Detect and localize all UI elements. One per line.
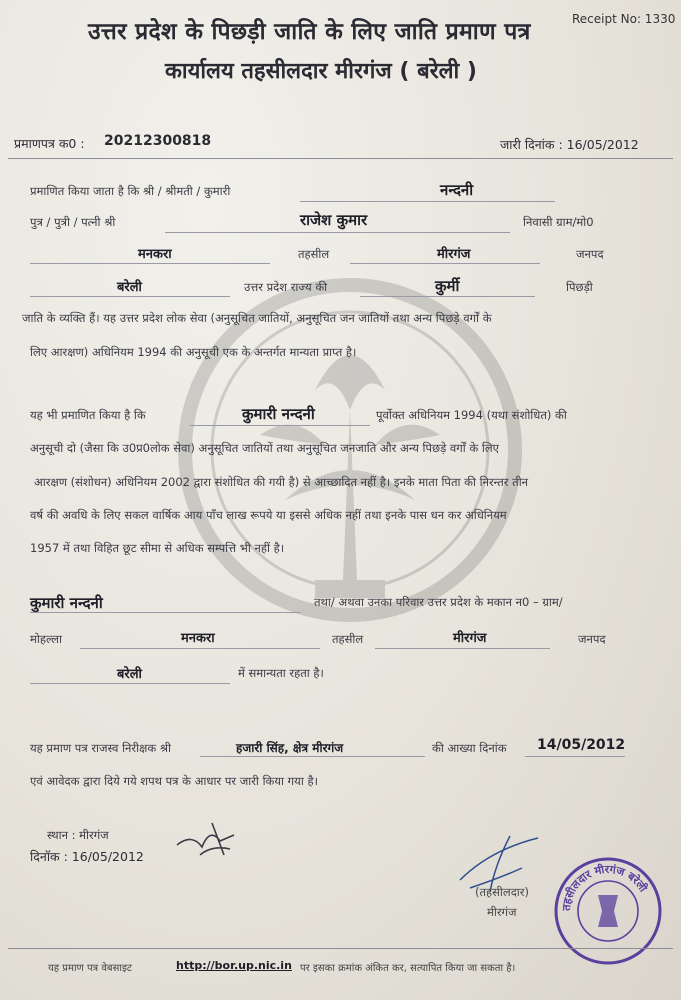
block3-after-name: तथा/ अथवा उनका परिवार उत्तर प्रदेश के मकान न0 – ग्राम/ — [314, 595, 563, 609]
verify-note: पर इसका क्रमांक अंकित कर, सत्यापित किया जा सकता है। — [300, 963, 516, 974]
underline — [30, 296, 230, 297]
underline — [30, 263, 270, 264]
relation-label: पुत्र / पुत्री / पत्नी श्री — [30, 215, 116, 229]
sign-date: दिनॉक : 16/05/2012 — [30, 849, 144, 864]
inspector-label: यह प्रमाण पत्र राजस्व निरीक्षक श्री — [30, 741, 171, 755]
cert-number: 20212300818 — [104, 133, 212, 149]
district-name: बरेली — [117, 280, 142, 295]
block3-district-label: जनपद — [578, 632, 606, 646]
father-name: राजेश कुमार — [300, 211, 368, 229]
officer-place: मीरगंज — [487, 905, 517, 919]
block3-village: मनकरा — [181, 631, 215, 646]
tehsil-name: मीरगंज — [437, 247, 471, 262]
issue-date: जारी दिनांक : 16/05/2012 — [500, 137, 639, 152]
site-label: यह प्रमाण पत्र वेबसाइट — [48, 963, 132, 974]
block3-tehsil-label: तहसील — [332, 632, 364, 646]
block2-intro: यह भी प्रमाणित किया है कि — [30, 408, 146, 422]
district-label: जनपद — [576, 247, 604, 261]
seal-text: तहसीलदार मीरगंज बरेली — [559, 862, 650, 912]
block3-name: कुमारी नन्दनी — [30, 594, 103, 612]
receipt-number: Receipt No: 1330 — [572, 12, 676, 26]
left-signature — [172, 815, 262, 865]
affidavit-line: एवं आवेदक द्वारा दिये गये शपथ पत्र के आधार पर जारी किया गया है। — [30, 774, 318, 788]
underline — [30, 683, 230, 684]
backward-label: पिछड़ी — [566, 280, 593, 294]
underline — [300, 201, 555, 202]
header-divider — [8, 158, 673, 159]
village-name: मनकरा — [138, 247, 172, 262]
underline — [190, 425, 370, 426]
resident-label: निवासी ग्राम/मो0 — [523, 215, 594, 229]
report-date: 14/05/2012 — [537, 737, 626, 753]
block2-name: कुमारी नन्दनी — [242, 405, 315, 423]
cert-number-label: प्रमाणपत्र क0 : — [14, 136, 85, 151]
tehsil-label: तहसील — [298, 247, 330, 261]
block2-line5: 1957 में तथा विहित छूट सीमा से अधिक सम्पत्ति भी नहीं है। — [30, 541, 285, 555]
state-label: उत्तर प्रदेश राज्य की — [244, 280, 328, 294]
officer-designation: (तहसीलदार) — [475, 885, 529, 899]
reside-text: में समान्यता रहता है। — [238, 666, 324, 680]
verify-link[interactable]: http://bor.up.nic.in — [176, 959, 292, 972]
block2-line4: वर्ष की अवधि के लिए सकल वार्षिक आय पाँच लाख रूपये या इससे अधिक नहीं तथा इनके पास धन कर अधिनियम — [30, 508, 507, 522]
para1-line2: लिए आरक्षण) अधिनियम 1994 की अनुसूची एक के अन्तर्गत मान्यता प्राप्त है। — [30, 345, 357, 359]
block2-line3: आरक्षण (संशोधन) अधिनियम 2002 द्वारा संशोधित की गयी है) से आच्छादित नहीं है। इनके माता पिता की निरन्तर तीन — [34, 475, 529, 489]
office-title: कार्यालय तहसीलदार मीरगंज ( बरेली ) — [165, 59, 477, 84]
underline — [360, 296, 535, 297]
certify-label: प्रमाणित किया जाता है कि श्री / श्रीमती / कुमारी — [30, 184, 231, 198]
applicant-name: नन्दनी — [440, 181, 474, 199]
underline — [375, 648, 550, 649]
underline — [200, 756, 425, 757]
block3-district: बरेली — [117, 667, 142, 682]
underline — [525, 756, 625, 757]
certificate-title: उत्तर प्रदेश के पिछड़ी जाति के लिए जाति प्रमाण पत्र — [88, 19, 531, 45]
block2-after-name: पूर्वोक्त अधिनियम 1994 (यथा संशोधित) की — [376, 408, 567, 422]
footer-divider — [8, 948, 673, 949]
underline — [350, 263, 540, 264]
caste-name: कुर्मी — [435, 277, 460, 295]
mohalla-label: मोहल्ला — [30, 632, 62, 646]
official-seal — [552, 855, 664, 967]
underline — [80, 648, 320, 649]
para1-line1: जाति के व्यक्ति हैं। यह उत्तर प्रदेश लोक सेवा (अनुसूचित जातियों, अनुसूचित जन जातियों तथा अन्य पिछड़े वर्गों के — [22, 311, 492, 325]
block2-line2: अनुसूची दो (जैसा कि उ0प्र0लोक सेवा) अनुसूचित जातियों तथा अनुसूचित जनजाति और अन्य पिछड़े वर्गों के लिए — [30, 441, 500, 455]
underline — [30, 612, 300, 613]
underline — [165, 232, 510, 233]
report-date-label: की आख्या दिनांक — [432, 741, 507, 755]
place: स्थान : मीरगंज — [47, 828, 109, 842]
block3-tehsil: मीरगंज — [453, 631, 487, 646]
inspector-name: हजारी सिंह, क्षेत्र मीरगंज — [236, 741, 344, 755]
